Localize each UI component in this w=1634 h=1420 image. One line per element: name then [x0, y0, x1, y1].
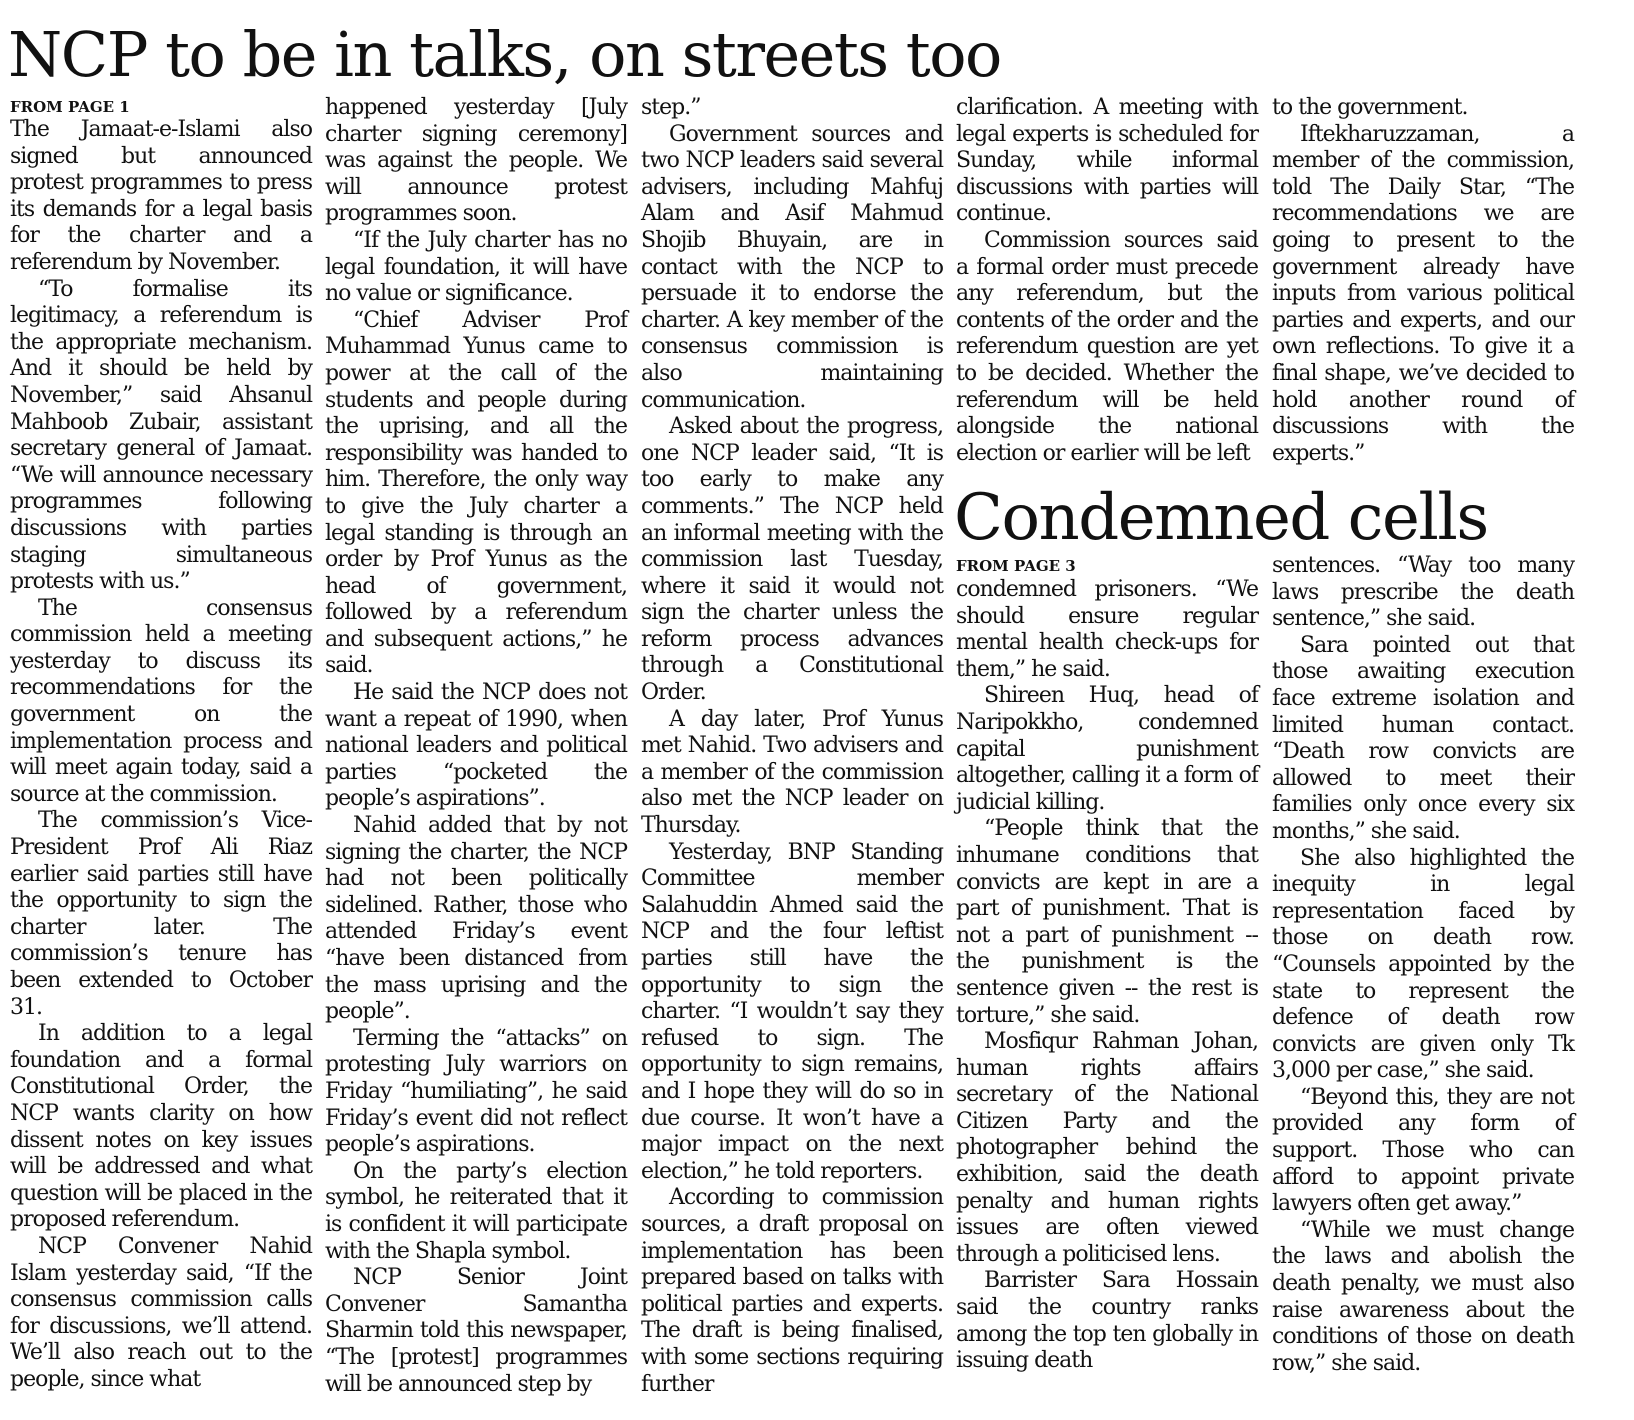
article-paragraph: step.” [641, 95, 701, 120]
story2-column-1 [956, 577, 1258, 1375]
article-paragraph: Asked about the progress, one NCP leader said, “It is too early to make any comments.” The NCP held an informal meeting with the commission last Tuesday, where it said it would not sign the charter unless the reform process advances through a Constitutional Order. [641, 414, 943, 706]
article-paragraph: According to commission sources, a draft proposal on implementation has been prepared based on talks with political parties and experts. The draft is being finalised, with some sections requiring further [641, 1185, 943, 1397]
article-paragraph: Shireen Huq, head of Naripokkho, condemned capital punishment altogether, calling it a form of judicial killing. [956, 683, 1258, 815]
article-paragraph: sentences. “Way too many laws prescribe the death sentence,” she said. [1272, 553, 1574, 632]
article-paragraph: happened yesterday [July charter signing ceremony] was against the people. We will announce protest programmes soon. [325, 95, 627, 227]
story1-column-2 [325, 95, 627, 1398]
article-paragraph: Commission sources said a formal order must precede any referendum, but the contents of the order and the referendum question are yet to be decided. Whether the referendum will be held alongside the national election or earlier will be left [956, 227, 1258, 466]
article-paragraph: NCP Convener Nahid Islam yesterday said, “If the consensus commission calls for discussions, we’ll attend. We’ll also reach out to the people, since what [10, 1233, 312, 1392]
article-paragraph: “Chief Adviser Prof Muhammad Yunus came to power at the call of the students and people during the uprising, and all the responsibility was handed to him. Therefore, the only way to give the July charter a legal standing is through an order by Prof Yunus as the head of government, followed by a referendum and subsequent actions,” he said. [325, 307, 627, 679]
article-paragraph: In addition to a legal foundation and a formal Constitutional Order, the NCP wants clarity on how dissent notes on key issues will be addressed and what question will be placed in the proposed referendum. [10, 1021, 312, 1233]
article-paragraph: Government sources and two NCP leaders said several advisers, including Mahfuj Alam and Asif Mahmud Shojib Bhuyain, are in contact with the NCP to persuade it to endorse the charter. A key member of the consensus commission is also maintaining communication. [641, 121, 943, 413]
article-paragraph: Terming the “attacks” on protesting July warriors on Friday “humiliating”, he said Friday’s event did not reflect people’s aspirations. [325, 1025, 627, 1158]
headline-condemned-cells: Condemned cells [954, 481, 1488, 555]
article-paragraph: The commission’s Vice-President Prof Ali Riaz earlier said parties still have the opportunity to sign the charter later. The commission’s tenure has been extended to October 31. [10, 808, 312, 1020]
article-paragraph: clarification. A meeting with legal experts is scheduled for Sunday, while informal discussions with parties will continue. [956, 95, 1258, 227]
article-paragraph: Nahid added that by not signing the charter, the NCP had not been politically sidelined. Rather, those who attended Friday’s event “have been distanced from the mass uprising and the people”. [325, 813, 627, 1025]
article-paragraph: “If the July charter has no legal foundation, it will have no value or significance. [325, 227, 627, 307]
article-paragraph: condemned prisoners. “We should ensure regular mental health check-ups for them,” he said. [956, 577, 1258, 682]
article-paragraph: The Jamaat-e-Islami also signed but announced protest programmes to press its demands for a legal basis for the charter and a referendum by November. [10, 117, 312, 275]
headline-ncp-talks: NCP to be in talks, on streets too [8, 18, 1001, 91]
story1-column-4 [956, 95, 1258, 467]
article-paragraph: NCP Senior Joint Convener Samantha Sharmin told this newspaper, “The [protest] programmes will be announced step by [325, 1265, 627, 1397]
article-paragraph: She also highlighted the inequity in legal representation faced by those on death row. “Counsels appointed by the state to represent the defence of death row convicts are given only Tk 3,000 per case,” she said. [1272, 845, 1574, 1084]
story1-column-5 [1272, 95, 1574, 467]
article-paragraph: Iftekharuzzaman, a member of the commission, told The Daily Star, “The recommendations we are going to present to the government already have inputs from various political parties and experts, and our own reflections. To give it a final shape, we’ve decided to hold another round of discussions with the experts.” [1272, 121, 1574, 466]
article-paragraph: Mosfiqur Rahman Johan, human rights affairs secretary of the National Citizen Party and the photographer behind the exhibition, said the death penalty and human rights issues are often viewed through a politicised lens. [956, 1029, 1258, 1267]
from-page-3-label: FROM PAGE 3 [956, 557, 1076, 575]
from-page-1-label: FROM PAGE 1 [10, 98, 130, 116]
article-paragraph: The consensus commission held a meeting yesterday to discuss its recommendations for the government on the implementation process and will meet again today, said a source at the commission. [10, 595, 312, 807]
article-paragraph: On the party’s election symbol, he reiterated that it is confident it will participate with the Shapla symbol. [325, 1158, 627, 1264]
article-paragraph: “To formalise its legitimacy, a referendum is the appropriate mechanism. And it should be held by November,” said Ahsanul Mahboob Zubair, assistant secretary general of Jamaat. “We will announce necessary programmes following discussions with parties staging simultaneous protests with us.” [10, 276, 312, 595]
article-paragraph: Yesterday, BNP Standing Committee member Salahuddin Ahmed said the NCP and the four leftist parties still have the opportunity to sign the charter. “I wouldn’t say they refused to sign. The opportunity to sign remains, and I hope they will do so in due course. It won’t have a major impact on the next election,” he told reporters. [641, 839, 943, 1184]
story2-column-2 [1272, 553, 1574, 1377]
article-paragraph: Barrister Sara Hossain said the country ranks among the top ten globally in issuing death [956, 1268, 1258, 1374]
article-paragraph: A day later, Prof Yunus met Nahid. Two advisers and a member of the commission also met the NCP leader on Thursday. [641, 706, 943, 839]
article-paragraph: He said the NCP does not want a repeat of 1990, when national leaders and political parties “pocketed the people’s aspirations”. [325, 680, 627, 812]
article-paragraph: “Beyond this, they are not provided any form of support. Those who can afford to appoint private lawyers often get away.” [1272, 1084, 1574, 1217]
article-paragraph: “People think that the inhumane conditions that convicts are kept in are a part of punishment. That is not a part of punishment -- the punishment is the sentence given -- the rest is torture,” she said. [956, 816, 1258, 1028]
article-paragraph: “While we must change the laws and abolish the death penalty, we must also raise awareness about the conditions of those on death row,” she said. [1272, 1217, 1574, 1376]
article-paragraph: Sara pointed out that those awaiting execution face extreme isolation and limited human contact. “Death row convicts are allowed to meet their families only once every six months,” she said. [1272, 632, 1574, 844]
article-paragraph: to the government. [1272, 95, 1468, 120]
story1-column-3 [641, 95, 943, 1398]
story1-column-1 [10, 117, 312, 1394]
